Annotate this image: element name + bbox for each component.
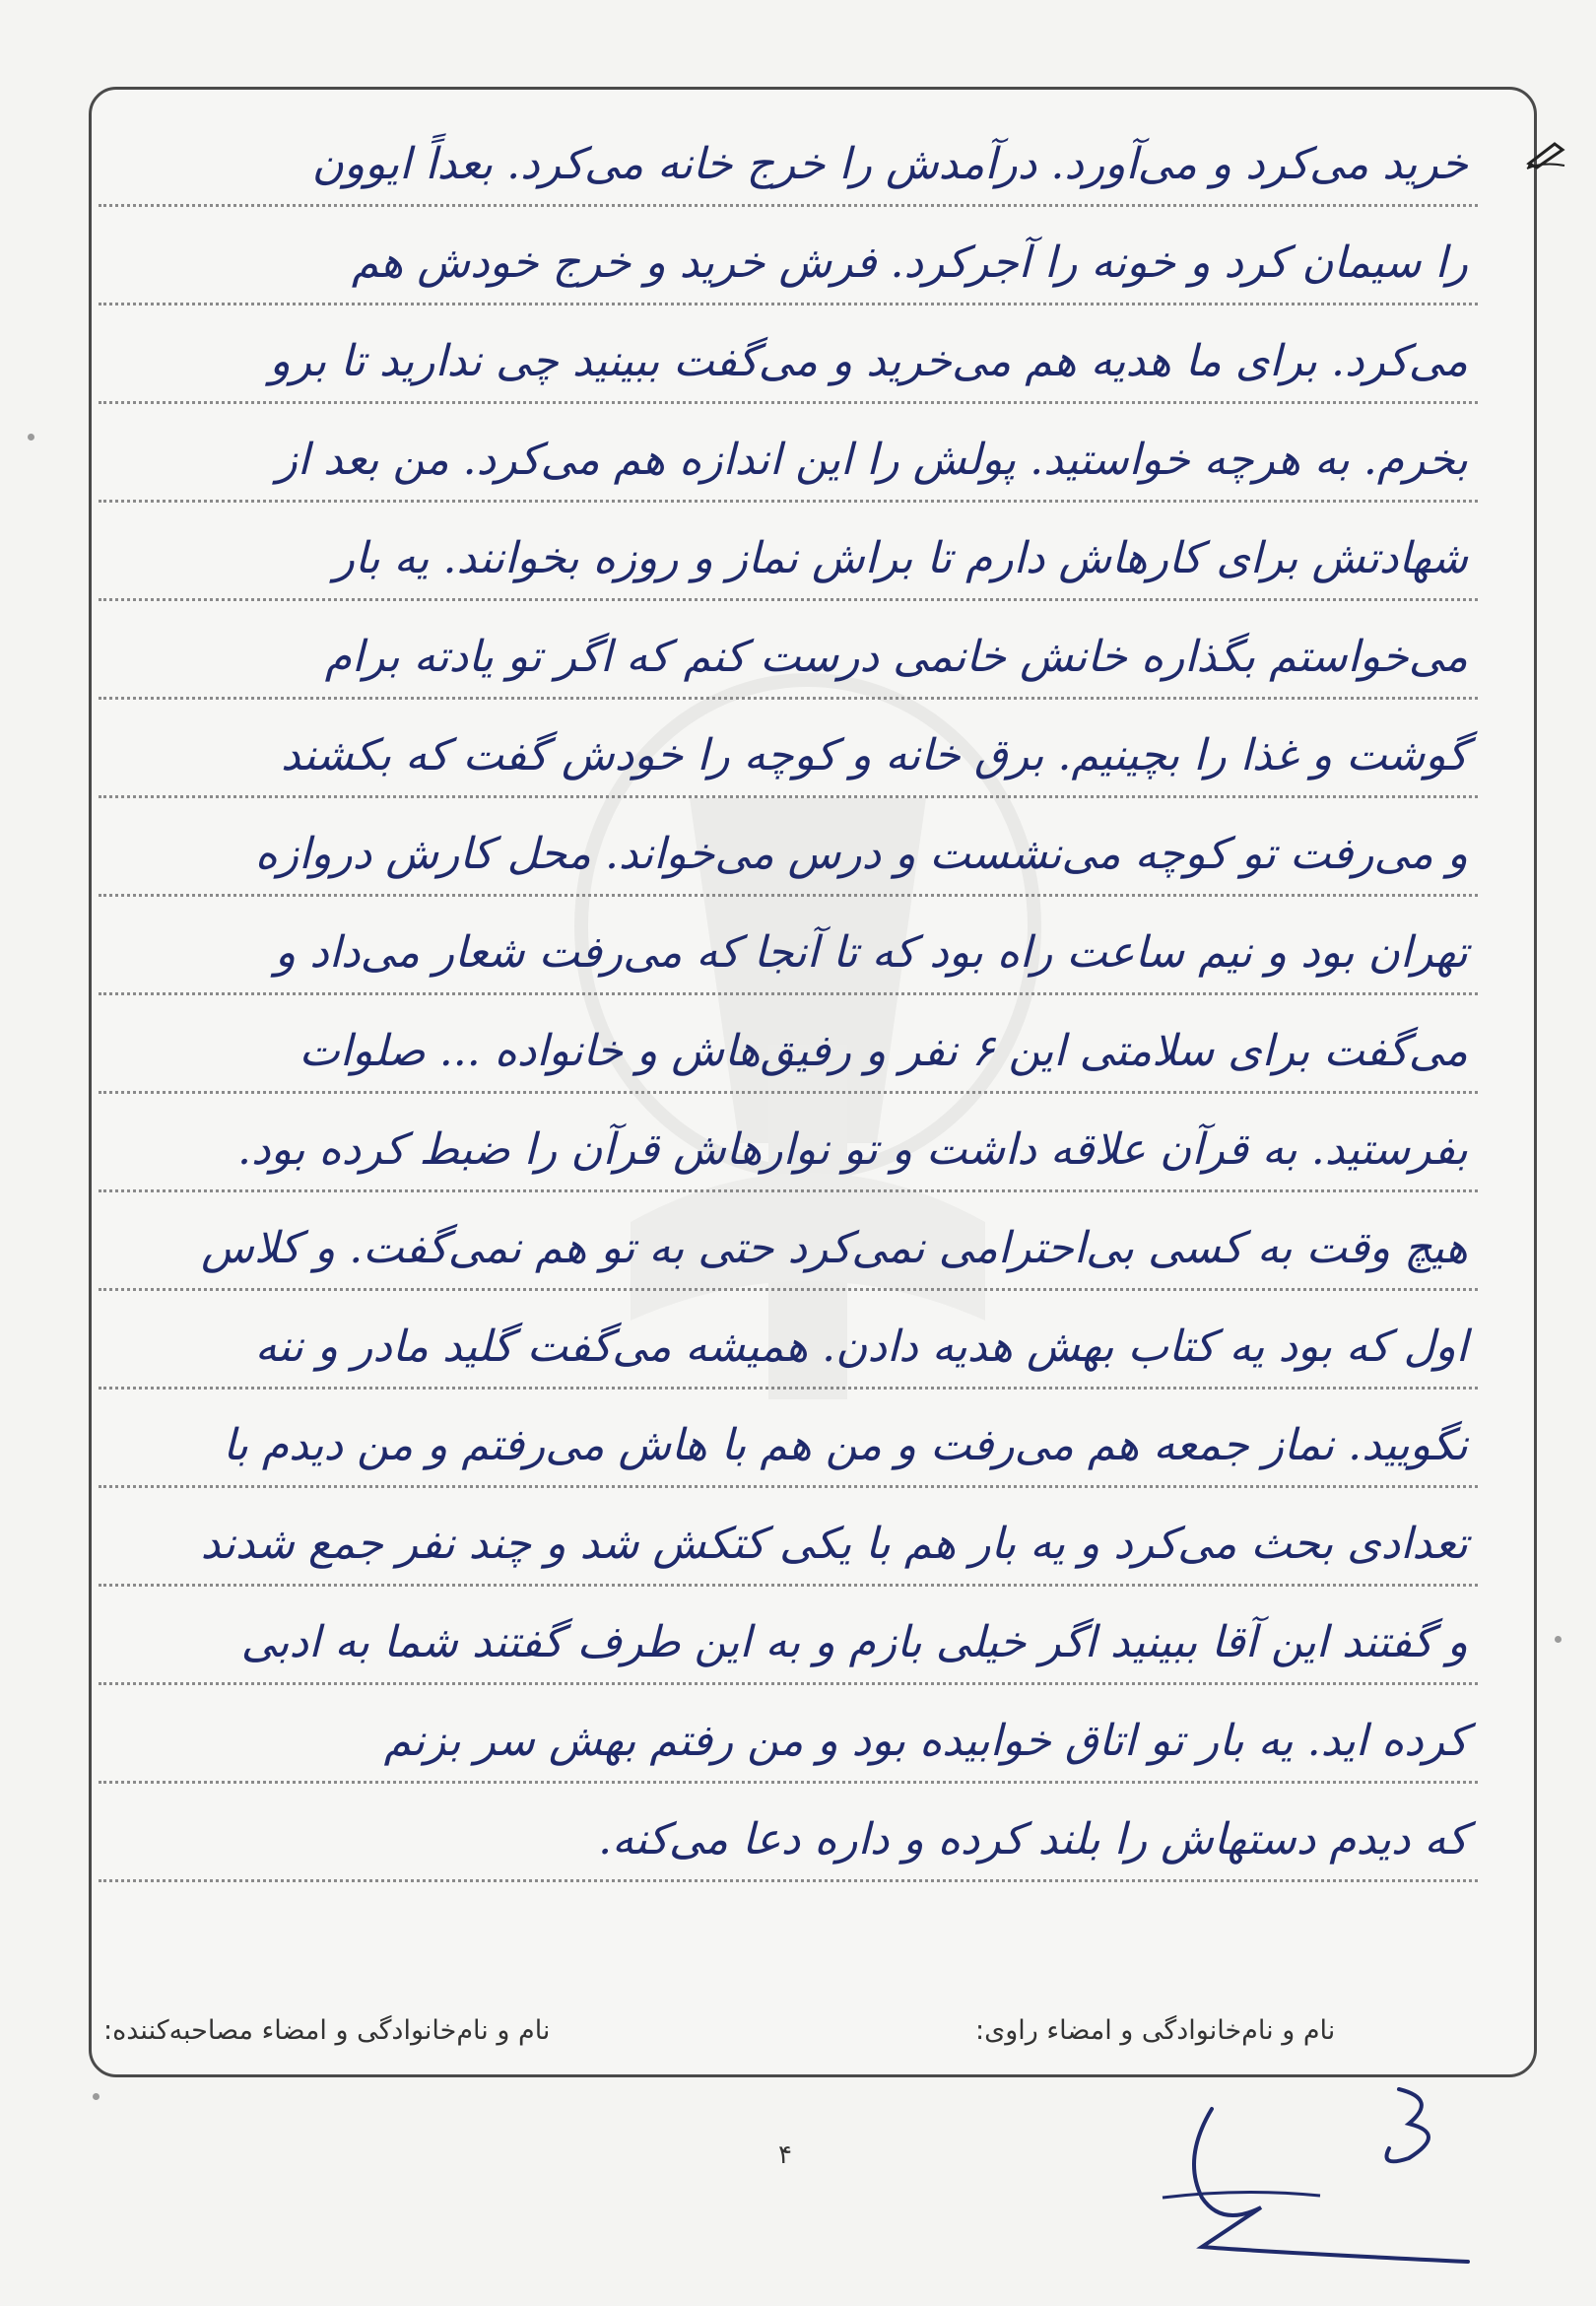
line-text: تعدادی بحث می‌کرد و یه بار هم با یکی کتکش شد و چند نفر جمع شدند <box>200 1519 1468 1569</box>
line-text: می‌گفت برای سلامتی این ۶ نفر و رفیق‌هاش و خانواده ... صلوات <box>299 1026 1468 1076</box>
stray-mark <box>1555 1636 1562 1643</box>
line-text: نگویید. نماز جمعه هم می‌رفت و من هم با هاش می‌رفتم و من دیدم با <box>223 1420 1468 1470</box>
line-text: کرده اید. یه بار تو اتاق خوابیده بود و من رفتم بهش سر بزنم <box>383 1716 1468 1766</box>
text-line <box>99 1794 1478 1882</box>
text-line <box>99 414 1478 503</box>
line-text: اول که بود یه کتاب بهش هدیه دادن. همیشه می‌گفت گلید مادر و ننه <box>254 1322 1468 1372</box>
pen-icon <box>1525 138 1568 170</box>
text-line <box>99 710 1478 798</box>
line-text: و می‌رفت تو کوچه می‌نشست و درس می‌خواند. محل کارش دروازه <box>254 829 1468 879</box>
narrator-signature-label: نام و نام‌خانوادگی و امضاء راوی: <box>975 2015 1336 2046</box>
text-line <box>99 1695 1478 1784</box>
text-line <box>99 217 1478 305</box>
line-text: و گفتند این آقا ببینید اگر خیلی بازم و به این طرف گفتند شما به ادبی <box>240 1617 1468 1667</box>
text-line <box>99 1005 1478 1094</box>
text-line <box>99 808 1478 897</box>
text-line <box>99 1596 1478 1685</box>
text-line <box>99 1301 1478 1390</box>
handwritten-text-area <box>99 118 1478 1971</box>
text-line <box>99 118 1478 207</box>
text-line <box>99 1104 1478 1192</box>
line-text: بخرم. به هرچه خواستید. پولش را این اندازه هم می‌کرد. من بعد از <box>276 435 1468 485</box>
line-text: خرید می‌کرد و می‌آورد. درآمدش را خرج خانه می‌کرد. بعداً ایوون <box>311 139 1468 189</box>
text-line <box>99 907 1478 995</box>
text-line <box>99 315 1478 404</box>
text-line <box>99 1498 1478 1587</box>
text-line <box>99 512 1478 601</box>
line-text: بفرستید. به قرآن علاقه داشت و تو نوارهاش قرآن را ضبط کرده بود. <box>237 1124 1468 1175</box>
line-text: شهادتش برای کارهاش دارم تا براش نماز و روزه بخوانند. یه بار <box>333 533 1468 583</box>
line-text: می‌خواستم بگذاره خانش خانمی درست کنم که اگر تو یادته برام <box>324 632 1468 682</box>
line-text: هیچ وقت به کسی بی‌احترامی نمی‌کرد حتی به تو هم نمی‌گفت. و کلاس <box>201 1223 1468 1273</box>
stray-mark <box>28 434 34 441</box>
text-line <box>99 1399 1478 1488</box>
line-text: که دیدم دستهاش را بلند کرده و داره دعا می‌کنه. <box>598 1814 1468 1865</box>
line-text: تهران بود و نیم ساعت راه بود که تا آنجا که می‌رفت شعار می‌داد و <box>275 927 1468 978</box>
stray-mark <box>93 2093 100 2100</box>
page-number: ۴ <box>778 2140 792 2170</box>
signature-mark <box>1143 2079 1478 2276</box>
line-text: را سیمان کرد و خونه را آجرکرد. فرش خرید و خرج خودش هم <box>351 237 1468 288</box>
text-line <box>99 1202 1478 1291</box>
line-text: گوشت و غذا را بچینیم. برق خانه و کوچه را خودش گفت که بکشند <box>280 730 1468 780</box>
interviewer-signature-label: نام و نام‌خانوادگی و امضاء مصاحبه‌کننده: <box>103 2015 551 2046</box>
text-line <box>99 611 1478 700</box>
line-text: می‌کرد. برای ما هدیه هم می‌خرید و می‌گفت ببینید چی ندارید تا برو <box>269 336 1468 386</box>
